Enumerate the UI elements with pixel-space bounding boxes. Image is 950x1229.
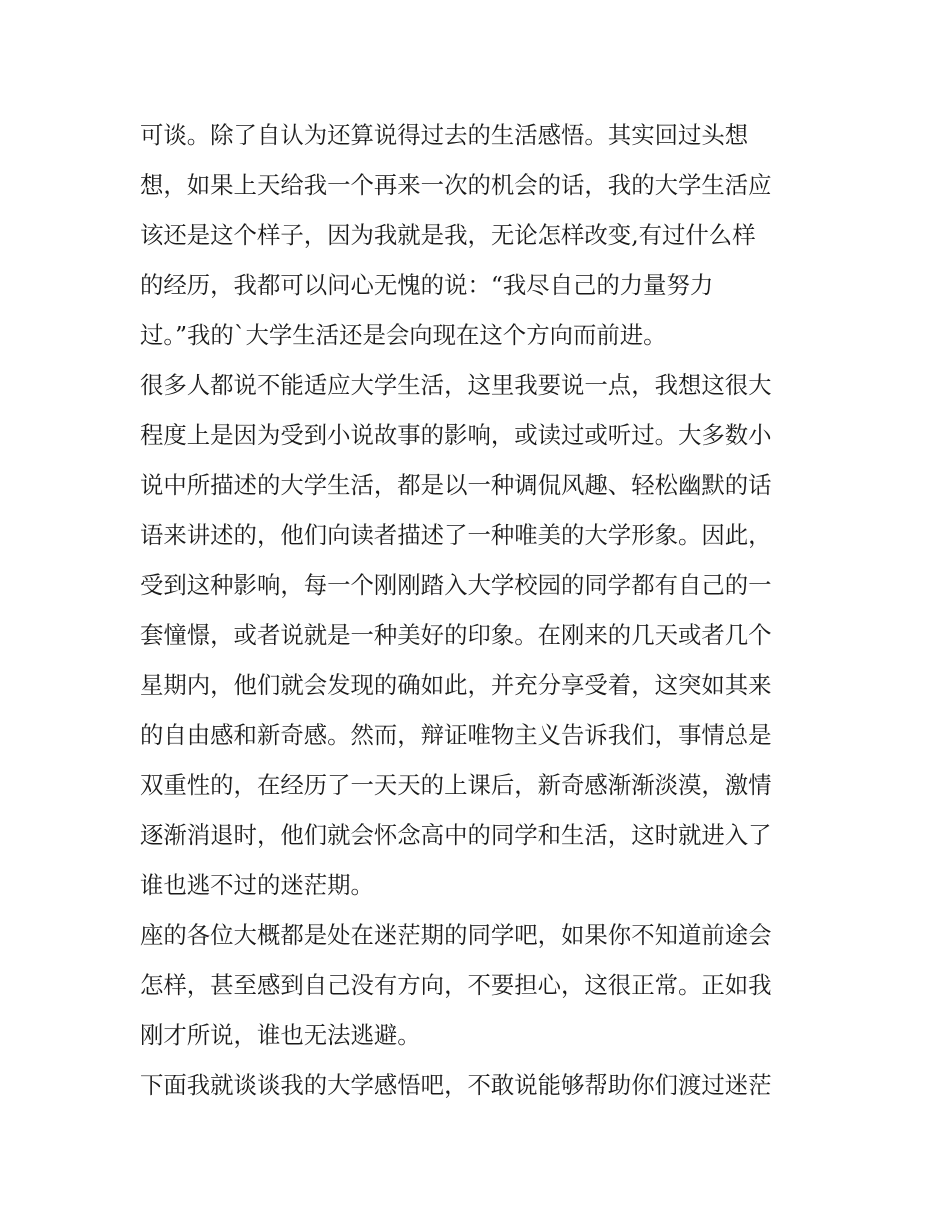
text-line: 说中所描述的大学生活，都是以一种调侃风趣、轻松幽默的话 [140, 471, 772, 499]
paragraph-3 [140, 910, 820, 1060]
paragraph-1 [140, 110, 820, 360]
paragraph-2 [140, 360, 820, 910]
text-line: 过。”我的`大学生活还是会向现在这个方向而前进。 [140, 321, 667, 349]
text-line: 该还是这个样子，因为我就是我，无论怎样改变,有过什么样 [140, 221, 756, 249]
text-line: 下面我就谈谈我的大学感悟吧，不敢说能够帮助你们渡过迷茫 [140, 1071, 772, 1099]
text-line: 谁也逃不过的迷茫期。 [140, 871, 374, 899]
text-line: 很多人都说不能适应大学生活，这里我要说一点，我想这很大 [140, 371, 772, 399]
text-line: 的经历，我都可以问心无愧的说：“我尽自己的力量努力 [140, 271, 714, 299]
text-line: 逐渐消退时，他们就会怀念高中的同学和生活，这时就进入了 [140, 821, 772, 849]
text-line: 的自由感和新奇感。然而，辩证唯物主义告诉我们，事情总是 [140, 721, 772, 749]
document-page [140, 110, 820, 1110]
text-line: 套憧憬，或者说就是一种美好的印象。在刚来的几天或者几个 [140, 621, 772, 649]
text-line: 受到这种影响，每一个刚刚踏入大学校园的同学都有自己的一 [140, 571, 772, 599]
text-line: 程度上是因为受到小说故事的影响，或读过或听过。大多数小 [140, 421, 772, 449]
text-line: 双重性的，在经历了一天天的上课后，新奇感渐渐淡漠，激情 [140, 771, 772, 799]
paragraph-4 [140, 1060, 820, 1110]
text-line: 可谈。除了自认为还算说得过去的生活感悟。其实回过头想 [140, 121, 749, 149]
text-line: 想，如果上天给我一个再来一次的机会的话，我的大学生活应 [140, 171, 772, 199]
text-line: 刚才所说，谁也无法逃避。 [140, 1021, 421, 1049]
text-line: 星期内，他们就会发现的确如此，并充分享受着，这突如其来 [140, 671, 772, 699]
text-line: 语来讲述的，他们向读者描述了一种唯美的大学形象。因此， [140, 521, 772, 549]
text-line: 怎样，甚至感到自己没有方向，不要担心，这很正常。正如我 [140, 971, 772, 999]
text-line: 座的各位大概都是处在迷茫期的同学吧，如果你不知道前途会 [140, 921, 772, 949]
